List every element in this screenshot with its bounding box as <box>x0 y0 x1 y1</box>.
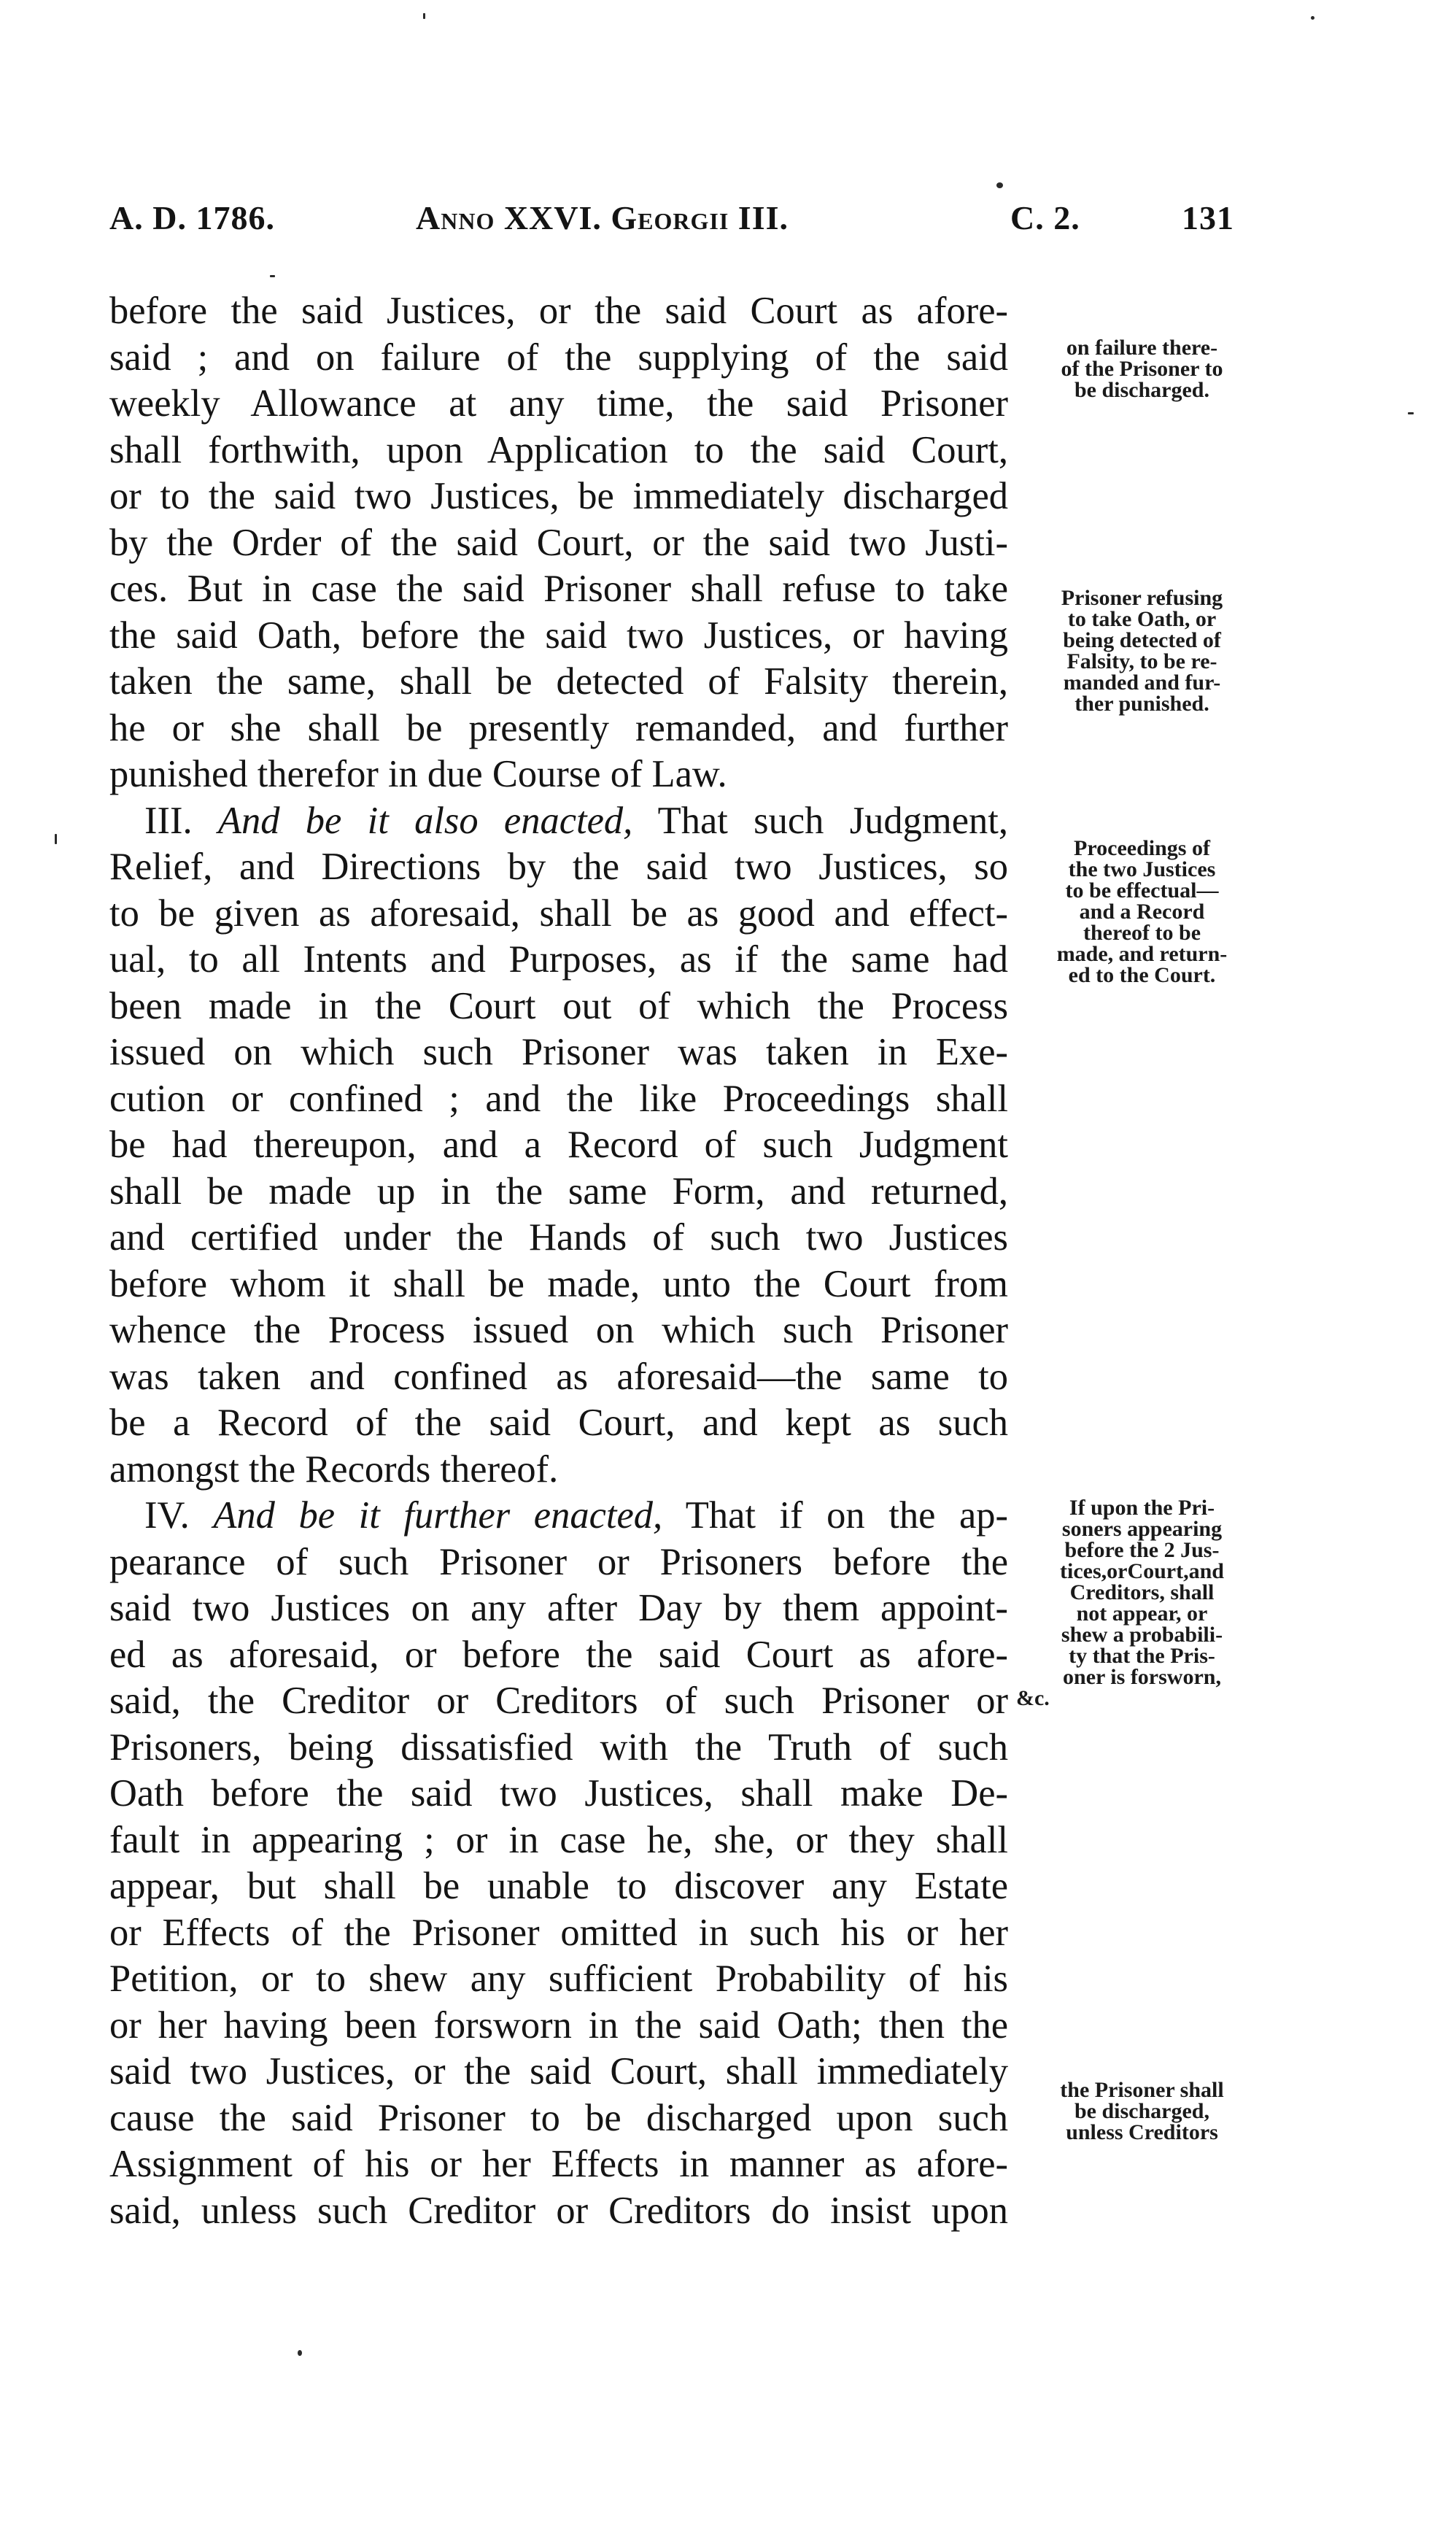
section-4-line: Assignment of his or her Effects in manner as afore- <box>109 2143 1008 2185</box>
marginal-note-line: Proceedings of <box>1074 836 1210 860</box>
ink-speck <box>270 275 275 277</box>
section-3-number: III. <box>144 799 193 842</box>
marginal-note-line: the Prisoner shall <box>1060 2078 1224 2102</box>
marginal-note-line: soners appearing <box>1061 1517 1223 1541</box>
section-3-line: be a Record of the said Court, and kept as such <box>109 1402 1008 1444</box>
marginal-note-line: ty that the Pris- <box>1069 1644 1215 1668</box>
section-3-line: issued on which such Prisoner was taken in Exe- <box>109 1031 1008 1073</box>
marginal-note-discharge-on-failure <box>1016 337 1268 401</box>
marginal-note-line: ther punished. <box>1074 692 1209 716</box>
section-3-line: was taken and confined as aforesaid—the same to <box>109 1355 1008 1398</box>
marginal-note-line: before the 2 Jus- <box>1064 1538 1220 1562</box>
section-4-line: pearance of such Prisoner or Prisoners before the <box>109 1540 1008 1583</box>
marginal-note-line: shew a probabili- <box>1061 1623 1223 1647</box>
marginal-note-line: on failure there- <box>1066 336 1218 360</box>
section-3-line: been made in the Court out of which the Process <box>109 984 1008 1027</box>
body-line: taken the same, shall be detected of Falsity therein, <box>109 660 1008 703</box>
marginal-note-proceedings-of-justices <box>1016 838 1268 986</box>
marginal-note-prisoner-refusing-oath <box>1016 587 1268 714</box>
marginal-note-line: tices,orCourt,and <box>1060 1559 1224 1583</box>
section-4-line: fault in appearing ; or in case he, she, or they shall <box>109 1818 1008 1861</box>
section-3-line: shall be made up in the same Form, and returned, <box>109 1170 1008 1213</box>
section-3-opening-line <box>109 798 1008 845</box>
section-4-line: said, the Creditor or Creditors of such Prisoner or <box>109 1680 1008 1722</box>
body-line: ces. But in case the said Prisoner shall refuse to take <box>109 568 1008 610</box>
marginal-note-line: and a Record <box>1079 900 1205 924</box>
body-line: before the said Justices, or the said Court as afore- <box>109 290 1008 332</box>
section-4-first-line-rest: That if on the ap- <box>685 1494 1009 1537</box>
section-4-line: Prisoners, being dissatisfied with the Truth of such <box>109 1726 1008 1769</box>
marginal-note-line: be discharged, <box>1074 2099 1209 2123</box>
section-3-line: cution or confined ; and the like Proceedings shall <box>109 1077 1008 1120</box>
section-4-line: or her having been forsworn in the said Oath; then the <box>109 2003 1008 2047</box>
marginal-note-line: the two Justices <box>1068 857 1216 881</box>
marginal-note-prisoners-appearing <box>1016 1497 1268 1709</box>
ink-speck <box>1408 412 1414 414</box>
running-head-chapter: C. 2. <box>1010 199 1080 236</box>
section-3-line: before whom it shall be made, unto the Court from <box>109 1262 1008 1305</box>
marginal-note-line: ed to the Court. <box>1068 963 1216 987</box>
marginal-note-line: be discharged. <box>1074 378 1209 402</box>
section-3-enacting-words: And be it also enacted, <box>217 799 633 842</box>
body-line: or to the said two Justices, be immediately discharged <box>109 475 1008 517</box>
section-4-line: cause the said Prisoner to be discharged upon such <box>109 2096 1008 2139</box>
ink-speck <box>55 834 57 844</box>
marginal-note-line: If upon the Pri- <box>1069 1496 1215 1520</box>
body-line: the said Oath, before the said two Justices, or having <box>109 614 1008 657</box>
ink-speck <box>996 182 1003 188</box>
ink-speck <box>423 13 425 19</box>
running-head-date: A. D. 1786. <box>109 199 275 236</box>
ink-speck <box>1311 16 1314 20</box>
body-line: by the Order of the said Court, or the said two Justi- <box>109 521 1008 564</box>
running-head <box>109 198 1262 250</box>
running-head-regnal-year: Anno XXVI. Georgii III. <box>416 199 789 236</box>
section-3-line: to be given as aforesaid, shall be as good and effect- <box>109 892 1008 935</box>
marginal-note-line: to take Oath, or <box>1067 607 1217 631</box>
body-line: punished therefor in due Course of Law. <box>109 753 727 795</box>
section-4-line: appear, but shall be unable to discover any Estate <box>109 1865 1008 1907</box>
section-4-line: said two Justices, or the said Court, shall immediately <box>109 2050 1008 2093</box>
marginal-note-line: thereof to be <box>1083 921 1201 945</box>
section-3-line: amongst the Records thereof. <box>109 1448 559 1491</box>
section-4-line: said, unless such Creditor or Creditors do insist upon <box>109 2189 1008 2232</box>
section-3-line: be had thereupon, and a Record of such Judgment <box>109 1124 1008 1166</box>
section-3-line: and certified under the Hands of such two Justices <box>109 1216 1008 1259</box>
section-4-enacting-words: And be it further enacted, <box>213 1494 663 1537</box>
body-line: weekly Allowance at any time, the said Prisoner <box>109 382 1008 425</box>
section-4-opening-line <box>109 1493 1008 1539</box>
section-4-line: Oath before the said two Justices, shall make De- <box>109 1772 1008 1815</box>
body-line: he or she shall be presently remanded, and further <box>109 706 1008 749</box>
marginal-note-line: being detected of <box>1063 628 1221 652</box>
section-3-line: Relief, and Directions by the said two Justices, so <box>109 846 1008 888</box>
marginal-note-line: to be effectual— <box>1065 878 1219 903</box>
body-line: shall forthwith, upon Application to the said Court, <box>109 428 1008 471</box>
marginal-note-line: Creditors, shall <box>1069 1580 1215 1604</box>
section-4-number: IV. <box>144 1494 190 1537</box>
marginal-note-line: unless Creditors <box>1066 2120 1218 2144</box>
section-4-line: Petition, or to shew any sufficient Probability of his <box>109 1958 1008 2000</box>
marginal-note-line: Prisoner refusing <box>1061 586 1223 610</box>
section-3-line: whence the Process issued on which such Prisoner <box>109 1309 1008 1351</box>
marginal-note-prisoner-discharged <box>1016 2079 1268 2143</box>
marginal-note-line: oner is forsworn, <box>1063 1665 1221 1689</box>
page-number: 131 <box>1182 199 1234 236</box>
main-text <box>109 288 1008 2234</box>
section-3-first-line-rest: That such Judgment, <box>657 799 1008 842</box>
marginal-note-line: Falsity, to be re- <box>1066 649 1217 673</box>
ink-speck <box>298 2350 302 2356</box>
marginal-note-line: made, and return- <box>1056 942 1228 966</box>
section-4-line: ed as aforesaid, or before the said Court as afore- <box>109 1633 1008 1676</box>
marginal-note-line: not appear, or <box>1076 1601 1208 1626</box>
marginal-note-line: of the Prisoner to <box>1061 357 1223 381</box>
section-4-line: or Effects of the Prisoner omitted in such his or her <box>109 1911 1008 1954</box>
marginal-note-line: &c. <box>1016 1686 1050 1710</box>
marginal-note-line: manded and fur- <box>1063 671 1221 695</box>
body-line: said ; and on failure of the supplying of the said <box>109 336 1008 379</box>
section-3-line: ual, to all Intents and Purposes, as if the same had <box>109 938 1008 981</box>
section-4-line: said two Justices on any after Day by them appoint- <box>109 1587 1008 1629</box>
